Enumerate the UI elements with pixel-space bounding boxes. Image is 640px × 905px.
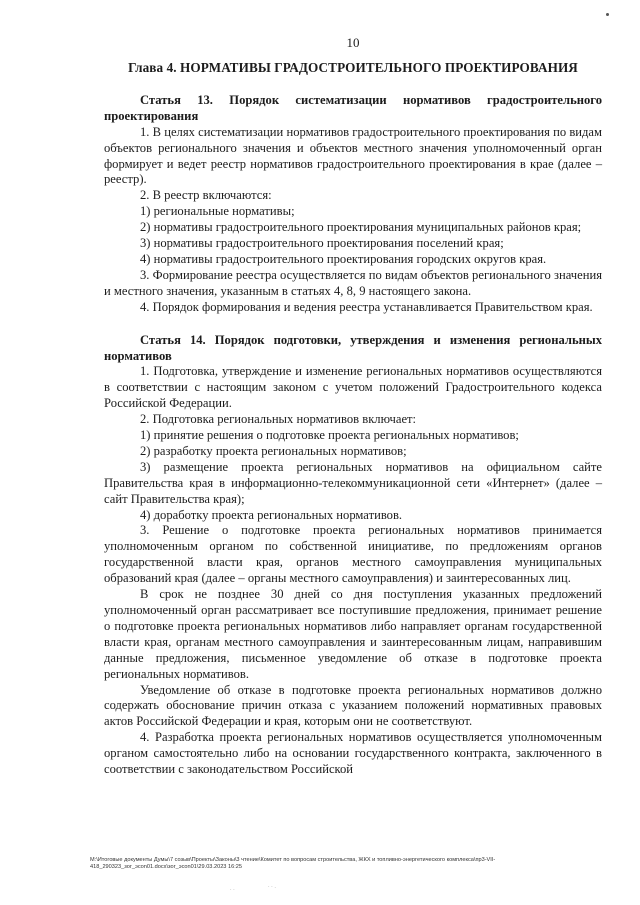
article-13-paragraph-3: 3. Формирование реестра осуществляется по видам объектов регионального значения и местного значения, указанным в статьях 4, 8, 9 настоящего закона. [104, 267, 602, 298]
article-13-item-2: 2) нормативы градостроительного проектирования муниципальных районов края; [140, 220, 582, 235]
page-number: 10 [346, 35, 360, 50]
article-14-title: Статья 14. Порядок подготовки, утверждения и изменения региональных нормативов [104, 332, 602, 363]
article-14-paragraph-4: 4. Разработка проекта региональных нормативов осуществляется уполномоченным органом самостоятельно либо на основании государственного контракта, заключенного в соответствии с законодательством Российской [104, 730, 602, 777]
article-14-item-2: 2) разработку проекта региональных нормативов; [140, 443, 407, 458]
article-13-title: Статья 13. Порядок систематизации нормативов градостроительного проектирования [104, 92, 602, 123]
scan-speck: · · . [268, 884, 276, 890]
article-14-item-3: 3) размещение проекта региональных нормативов на официальном сайте Правительства края в информационно-телекоммуникационной сети «Интернет» (далее – сайт Правительства края); [104, 459, 602, 506]
scan-dot [606, 13, 609, 16]
document-page [104, 0, 602, 778]
article-13-item-3: 3) нормативы градостроительного проектирования поселений края; [140, 236, 504, 251]
article-13-paragraph-1: 1. В целях систематизации нормативов градостроительного проектирования по видам объектов регионального значения и объектов местного значения уполномоченный орган формирует и ведет реестр нормативов градостроительного проектирования в крае (далее – реестр). [104, 124, 602, 187]
article-13-paragraph-4: 4. Порядок формирования и ведения реестра устанавливается Правительством края. [140, 299, 593, 314]
article-14-paragraph-3-c: Уведомление об отказе в подготовке проекта региональных нормативов должно содержать обоснование причин отказа с указанием положений нормативных правовых актов Российской Федерации и края, которым они не соответствуют. [104, 682, 602, 729]
article-14-paragraph-2: 2. Подготовка региональных нормативов включает: [140, 412, 417, 427]
article-13-paragraph-2: 2. В реестр включаются: [140, 188, 272, 203]
article-13-item-1: 1) региональные нормативы; [140, 204, 295, 219]
article-14-paragraph-3-b: В срок не позднее 30 дней со дня поступления указанных предложений уполномоченный орган рассматривает все поступившие предложения, принимает решение о подготовке проекта региональных нормативов либо направляет органам государственной власти края, органам местного самоуправления и заинтересованным лицам, направившим данные предложения, письменное уведомление об отказе в подготовке проекта региональных нормативов. [104, 587, 602, 681]
article-13-item-4: 4) нормативы градостроительного проектирования городских округов края. [140, 251, 547, 266]
article-14-paragraph-1: 1. Подготовка, утверждение и изменение региональных нормативов осуществляются в соответствии с настоящим законом с учетом положений Градостроительного кодекса Российской Федерации. [104, 364, 602, 411]
article-14-paragraph-3: 3. Решение о подготовке проекта региональных нормативов принимается уполномоченным органом по собственной инициативе, по предложениям органов государственной власти края, органов местного самоуправления муниципальных образований края (далее – органы местного самоуправления) и заинтересованных лиц. [104, 523, 602, 586]
chapter-title: Глава 4. НОРМАТИВЫ ГРАДОСТРОИТЕЛЬНОГО ПРОЕКТИРОВАНИЯ [128, 60, 578, 75]
scan-speck: · · [230, 887, 235, 893]
article-14-item-4: 4) доработку проекта региональных нормативов. [140, 507, 403, 522]
article-14-item-1: 1) принятие решения о подготовке проекта региональных нормативов; [140, 428, 519, 443]
file-path-footer: М:\Итоговые документы Думы\7 созыв\Проекты\Законы\3 чтение\Комитет по вопросам строительства, ЖКХ и топливно-энергетического комплекса\пр3-VII-418_290323_зог_эcon01.docx\зог_эcon01\29.03.2023 16:25 [90, 857, 496, 870]
